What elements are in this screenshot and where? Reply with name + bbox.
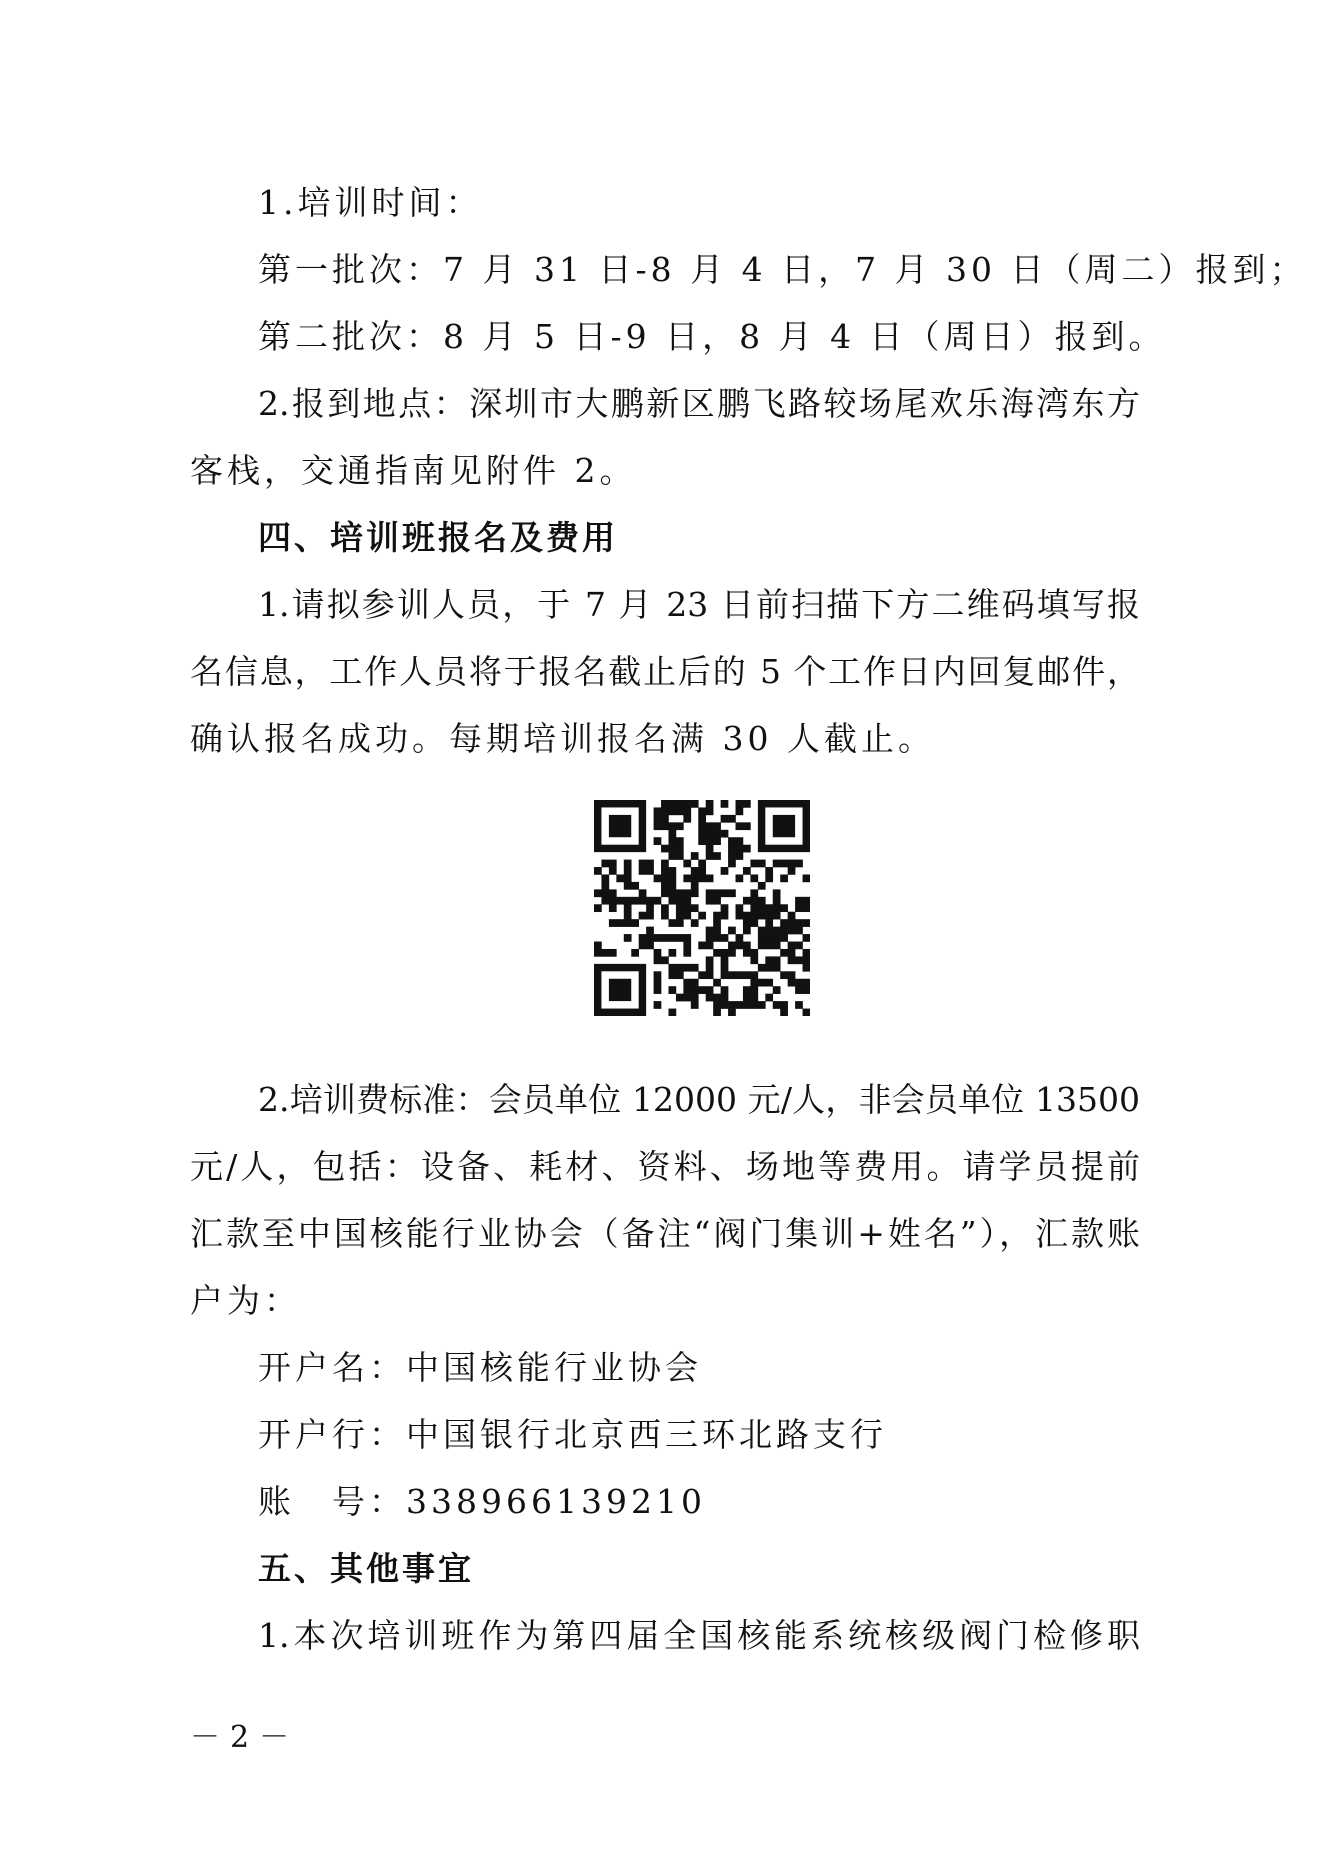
section-heading-registration: 四、培训班报名及费用 bbox=[258, 518, 618, 557]
fee-paragraph-line-1: 2.培训费标准：会员单位 12000 元/人，非会员单位 13500 bbox=[258, 1080, 1140, 1119]
account-bank: 开户行：中国银行北京西三环北路支行 bbox=[258, 1415, 887, 1454]
fee-paragraph-line-2: 元/人，包括：设备、耗材、资料、场地等费用。请学员提前 bbox=[190, 1147, 1140, 1186]
section-heading-other: 五、其他事宜 bbox=[258, 1549, 474, 1588]
other-paragraph-line-1: 1.本次培训班作为第四届全国核能系统核级阀门检修职 bbox=[258, 1616, 1140, 1655]
page-number: －2－ bbox=[190, 1720, 300, 1755]
account-name: 开户名：中国核能行业协会 bbox=[258, 1348, 702, 1387]
registration-paragraph-line-1: 1.请拟参训人员，于 7 月 23 日前扫描下方二维码填写报 bbox=[258, 585, 1140, 624]
fee-paragraph-line-3: 汇款至中国核能行业协会（备注“阀门集训+姓名”），汇款账 bbox=[190, 1214, 1140, 1253]
registration-paragraph-line-3: 确认报名成功。每期培训报名满 30 人截止。 bbox=[190, 719, 935, 758]
check-in-location-cont: 客栈，交通指南见附件 2。 bbox=[190, 451, 637, 490]
training-time-label: 1.培训时间： bbox=[258, 183, 483, 222]
registration-paragraph-line-2: 名信息，工作人员将于报名截止后的 5 个工作日内回复邮件， bbox=[190, 652, 1140, 691]
check-in-location: 2.报到地点：深圳市大鹏新区鹏飞路较场尾欢乐海湾东方 bbox=[258, 384, 1140, 423]
batch-two-schedule: 第二批次：8 月 5 日-9 日，8 月 4 日（周日）报到。 bbox=[258, 317, 1166, 356]
qr-code-icon[interactable] bbox=[594, 800, 810, 1016]
fee-paragraph-line-4: 户为： bbox=[190, 1281, 301, 1320]
batch-one-schedule: 第一批次：7 月 31 日-8 月 4 日，7 月 30 日（周二）报到； bbox=[258, 250, 1307, 289]
account-number: 账 号：338966139210 bbox=[258, 1482, 706, 1521]
